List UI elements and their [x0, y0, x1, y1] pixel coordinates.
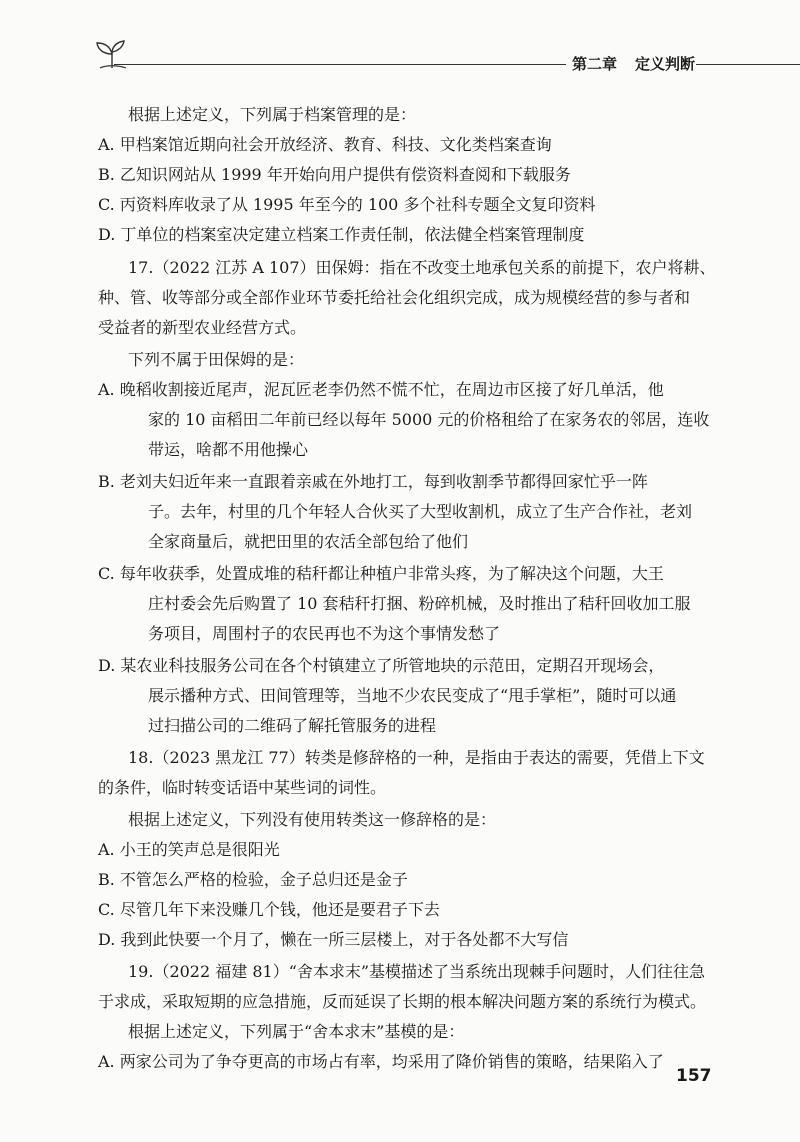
option-line: D. 我到此快要一个月了，懒在一所三层楼上，对于各处都不大写信 [98, 930, 569, 949]
option-line: C. 每年收获季，处置成堆的秸秆都让种植户非常头疼，为了解决这个问题，大王 [98, 564, 664, 583]
option-line: A. 两家公司为了争夺更高的市场占有率，均采用了降价销售的策略，结果陷入了 [98, 1052, 664, 1071]
option-line: 过扫描公司的二维码了解托管服务的进程 [148, 716, 437, 735]
question-prompt: 根据上述定义，下列没有使用转类这一修辞格的是： [128, 810, 497, 829]
option-line: 子。去年，村里的几个年轻人合伙买了大型收割机，成立了生产合作社，老刘 [148, 502, 693, 521]
question-stem: 17.（2022 江苏 A 107）田保姆：指在不改变土地承包关系的前提下，农户将耕、 [128, 258, 716, 277]
question-stem: 于求成，采取短期的应急措施，反而延误了长期的根本解决问题方案的系统行为模式。 [98, 992, 707, 1011]
option-line: 带运，啥都不用他操心 [148, 440, 309, 459]
question-stem: 受益者的新型农业经营方式。 [98, 318, 307, 337]
question-stem: 18.（2023 黑龙江 77）转类是修辞格的一种，是指由于表达的需要，凭借上下文 [128, 748, 705, 767]
question-prompt: 根据上述定义，下列属于档案管理的是： [128, 105, 417, 124]
option-line: D. 丁单位的档案室决定建立档案工作责任制，依法健全档案管理制度 [98, 225, 585, 244]
page-number: 157 [676, 1066, 712, 1086]
question-prompt: 根据上述定义，下列属于“舍本求末”基模的是： [128, 1022, 465, 1041]
option-line: C. 丙资料库收录了从 1995 年至今的 100 多个社科专题全文复印资料 [98, 195, 596, 214]
option-line: 庄村委会先后购置了 10 套秸秆打捆、粉碎机械，及时推出了秸秆回收加工服 [148, 594, 691, 613]
option-line: B. 不管怎么严格的检验，金子总归还是金子 [98, 870, 408, 889]
option-line: A. 晚稻收割接近尾声，泥瓦匠老李仍然不慌不忙，在周边市区接了好几单活，他 [98, 380, 664, 399]
question-stem: 19.（2022 福建 81）“舍本求末”基模描述了当系统出现棘手问题时，人们往往急 [128, 962, 706, 981]
chapter-label: 第二章 [572, 55, 618, 73]
option-line: A. 小王的笑声总是很阳光 [98, 840, 280, 859]
option-line: D. 某农业科技服务公司在各个村镇建立了所管地块的示范田，定期召开现场会， [98, 656, 665, 675]
option-line: B. 乙知识网站从 1999 年开始向用户提供有偿资料查阅和下载服务 [98, 165, 571, 184]
option-line: 展示播种方式、田间管理等，当地不少农民变成了“甩手掌柜”，随时可以通 [148, 686, 677, 705]
option-line: A. 甲档案馆近期向社会开放经济、教育、科技、文化类档案查询 [98, 135, 552, 154]
option-line: B. 老刘夫妇近年来一直跟着亲戚在外地打工，每到收割季节都得回家忙乎一阵 [98, 472, 648, 491]
option-line: 全家商量后，就把田里的农活全部包给了他们 [148, 532, 469, 551]
question-prompt: 下列不属于田保姆的是： [128, 350, 305, 369]
option-line: 务项目，周围村子的农民再也不为这个事情发愁了 [148, 624, 501, 643]
question-stem: 种、管、收等部分或全部作业环节委托给社会化组织完成，成为规模经营的参与者和 [98, 288, 691, 307]
question-stem: 的条件，临时转变话语中某些词的词性。 [98, 778, 387, 797]
option-line: C. 尽管几年下来没赚几个钱，他还是要君子下去 [98, 900, 440, 919]
section-label: 定义判断 [635, 55, 696, 73]
option-line: 家的 10 亩稻田二年前已经以每年 5000 元的价格租给了在家务农的邻居，连收 [148, 410, 710, 429]
